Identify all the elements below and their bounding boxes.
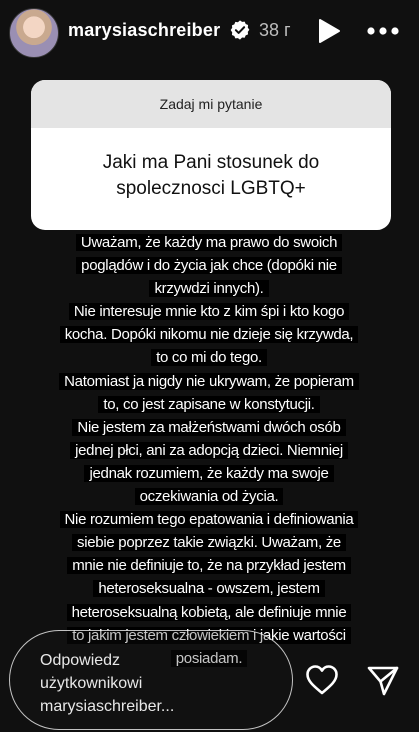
answer-line: oczekiwania od życia. [135,488,284,505]
verified-badge-icon [229,19,251,41]
answer-line: siebie poprzez takie związki. Uważam, że [72,534,346,551]
avatar[interactable] [9,8,59,58]
reply-placeholder [40,649,280,718]
answer-line: to co mi do tego. [151,349,267,366]
answer-line: Nie rozumiem tego epatowania i definiowania [60,511,359,528]
question-text [31,128,391,202]
username[interactable]: marysiaschreiber [68,20,221,40]
answer-text [46,231,372,670]
answer-line: to, co jest zapisane w konstytucji. [98,396,319,413]
question-text-line: Jaki ma Pani stosunek do [102,152,320,173]
heart-icon[interactable] [305,664,339,696]
answer-line: Uważam, że każdy ma prawo do swoich [76,234,342,251]
answer-line: posiadam. [171,650,248,667]
question-sticker-label: Zadaj mi pytanie [31,80,391,128]
answer-line: Nie interesuje mnie kto z kim śpi i kto kogo [69,303,349,320]
question-sticker [31,80,391,230]
answer-line: Nie jestem za małżeństwami dwóch osób [72,419,345,436]
more-icon[interactable] [366,22,400,40]
play-icon[interactable] [317,18,341,44]
answer-line: poglądów i do życia jak chce (dopóki nie [76,257,342,274]
send-icon[interactable] [366,665,400,697]
answer-line: mnie nie definiuje to, że na przykład jestem [67,557,351,574]
answer-line: to jakim jestem człowiekiem i jakie wartości [67,627,351,644]
answer-line: heteroseksualną kobietą, ale definiuje mnie [67,604,352,621]
answer-line: heteroseksualna - owszem, jestem [93,580,324,597]
reply-input[interactable] [9,630,293,730]
answer-line: jednak rozumiem, że każdy ma swoje [84,465,333,482]
answer-line: jednej płci, ani za adopcją dzieci. Niemniej [70,442,348,459]
answer-line: krzywdzi innych). [149,280,268,297]
story-header [0,0,419,64]
reply-placeholder-line: użytkownikowi [40,675,143,692]
post-time: 38 г [259,20,291,40]
reply-placeholder-line: Odpowiedz [40,652,121,669]
reply-placeholder-line: marysiaschreiber... [40,698,175,715]
answer-line: Natomiast ja nigdy nie ukrywam, że popieram [59,373,359,390]
question-text-line: spolecznosci LGBTQ+ [116,178,306,199]
answer-line: kocha. Dopóki nikomu nie dzieje się krzywda, [60,326,359,343]
